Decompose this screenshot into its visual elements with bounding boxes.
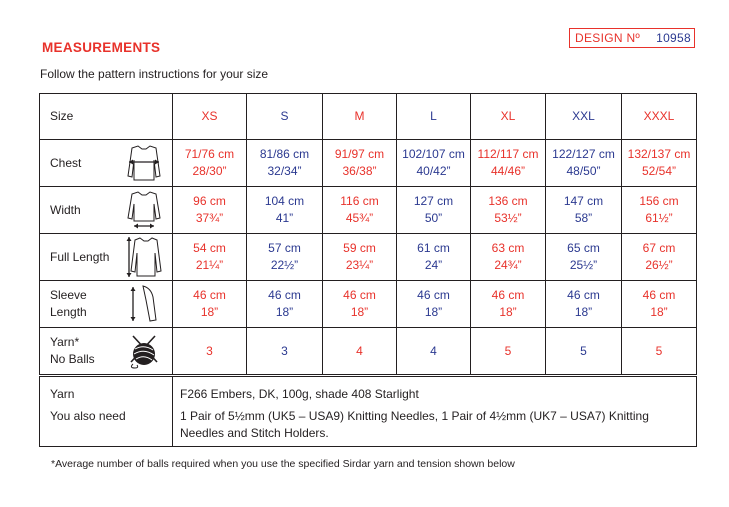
value-line: 18”	[574, 305, 593, 319]
value-line: 21¼”	[195, 258, 224, 272]
value-line: 46 cm	[642, 288, 676, 302]
value-line: 156 cm	[639, 194, 679, 208]
value-line: 54 cm	[193, 241, 226, 255]
measurement-value	[546, 328, 622, 375]
measurement-value	[471, 140, 546, 187]
value-line: 48/50”	[566, 164, 601, 178]
measurement-value	[546, 140, 622, 187]
size-heading-xxl: XXL	[546, 94, 622, 140]
value-line: 102/107 cm	[402, 147, 465, 161]
value-line: 59 cm	[343, 241, 376, 255]
measurement-value	[471, 328, 546, 375]
row-label-line: No Balls	[50, 352, 95, 366]
measurement-value	[471, 281, 546, 328]
measurement-value	[622, 140, 697, 187]
value-line: 3	[281, 343, 288, 358]
value-line: 18”	[499, 305, 517, 319]
value-line: 32/34”	[267, 164, 302, 178]
value-line: 46 cm	[268, 288, 301, 302]
length-garment-icon	[117, 234, 173, 281]
value-line: 18”	[275, 305, 294, 319]
measurement-value	[173, 140, 247, 187]
value-line: 52/54”	[641, 164, 677, 178]
measurement-value	[546, 281, 622, 328]
measurement-value	[471, 187, 546, 234]
value-line: 24¾”	[494, 258, 522, 272]
value-line: 53½”	[494, 211, 522, 225]
value-line: 5	[655, 343, 663, 358]
row-label-line: Full Length	[50, 249, 110, 264]
value-line: 91/97 cm	[334, 147, 385, 161]
row-label-line: Chest	[50, 155, 82, 170]
value-line: 50”	[424, 211, 443, 225]
row-label	[40, 234, 117, 281]
value-line: 25½”	[569, 258, 598, 272]
also-need-label: You also need	[50, 409, 126, 423]
design-label: DESIGN Nº	[575, 31, 641, 45]
value-line: 46 cm	[193, 288, 226, 302]
size-heading-xl: XL	[471, 94, 546, 140]
value-line: 67 cm	[642, 241, 676, 255]
value-line: 4	[356, 343, 363, 358]
row-label	[40, 328, 117, 375]
value-line: 37¾”	[195, 211, 224, 225]
value-line: 3	[206, 343, 213, 358]
value-line: 45¾”	[345, 211, 374, 225]
value-line: 136 cm	[488, 194, 528, 208]
value-line: 71/76 cm	[184, 147, 235, 161]
measurement-row	[40, 281, 697, 328]
value-line: 116 cm	[340, 194, 379, 208]
value-line: 104 cm	[264, 194, 305, 208]
measurement-value	[323, 234, 397, 281]
value-line: 18”	[650, 305, 668, 319]
row-label-line: Sleeve	[50, 288, 87, 302]
row-label	[40, 187, 117, 234]
value-line: 46 cm	[343, 288, 376, 302]
value-line: 58”	[574, 211, 593, 225]
measurement-value	[622, 328, 697, 375]
yarn-spec: F266 Embers, DK, 100g, shade 408 Starlight	[180, 387, 419, 401]
value-line: 18”	[200, 305, 219, 319]
measurement-value	[247, 140, 323, 187]
value-line: 23¼”	[345, 258, 374, 272]
value-line: 5	[580, 343, 587, 358]
width-garment-icon	[117, 187, 173, 234]
design-number: 10958	[656, 31, 691, 45]
value-line: 46 cm	[567, 288, 600, 302]
value-line: 28/30”	[192, 164, 227, 178]
measurement-value	[247, 234, 323, 281]
measurement-value	[622, 234, 697, 281]
value-line: 18”	[350, 305, 369, 319]
value-line: 112/117 cm	[477, 147, 539, 161]
measurement-value	[397, 281, 471, 328]
size-heading-xs: XS	[173, 94, 247, 140]
measurements-table	[39, 93, 697, 375]
value-line: 65 cm	[567, 241, 600, 255]
size-header-row	[40, 94, 697, 140]
size-label: Size	[40, 94, 173, 140]
value-line: 41”	[275, 211, 294, 225]
page-title: MEASUREMENTS	[42, 40, 161, 55]
row-label-line: Width	[50, 202, 81, 217]
size-heading-m: M	[323, 94, 397, 140]
measurement-value	[323, 281, 397, 328]
measurement-value	[173, 234, 247, 281]
chest-garment-icon	[117, 140, 173, 187]
value-line: 122/127 cm	[552, 147, 615, 161]
value-line: 46 cm	[417, 288, 450, 302]
sleeve-garment-icon	[117, 281, 173, 328]
measurement-row	[40, 234, 697, 281]
measurement-value	[247, 328, 323, 375]
also-need-text: 1 Pair of 5½mm (UK5 – USA9) Knitting Needles, 1 Pair of 4½mm (UK7 – USA7) Knitting Needles and Stitch Holders.	[180, 409, 649, 440]
size-heading-l: L	[397, 94, 471, 140]
measurement-row	[40, 187, 697, 234]
measurement-value	[397, 328, 471, 375]
value-line: 5	[504, 343, 512, 358]
value-line: 36/38”	[342, 164, 377, 178]
value-line: 26½”	[645, 258, 673, 272]
measurement-value	[173, 187, 247, 234]
measurement-value	[173, 281, 247, 328]
value-line: 61½”	[645, 211, 673, 225]
measurement-value	[397, 187, 471, 234]
measurement-value	[173, 328, 247, 375]
value-line: 24”	[424, 258, 443, 272]
measurement-value	[247, 281, 323, 328]
measurement-value	[247, 187, 323, 234]
row-label	[40, 140, 117, 187]
design-number-box	[569, 28, 695, 48]
value-line: 127 cm	[413, 194, 454, 208]
value-line: 40/42”	[416, 164, 451, 178]
measurement-value	[323, 140, 397, 187]
value-line: 61 cm	[417, 241, 450, 255]
size-heading-xxxl: XXXL	[622, 94, 697, 140]
value-line: 63 cm	[491, 241, 525, 255]
row-label-line: Length	[50, 305, 87, 319]
measurement-value	[471, 234, 546, 281]
intro-text: Follow the pattern instructions for your size	[40, 67, 269, 81]
footnote: *Average number of balls required when you use the specified Sirdar yarn and tension shown below	[51, 458, 515, 470]
value-line: 4	[430, 343, 437, 358]
yarn-ball-icon	[117, 328, 173, 375]
measurement-value	[397, 140, 471, 187]
value-line: 147 cm	[563, 194, 604, 208]
value-line: 81/86 cm	[259, 147, 310, 161]
measurement-value	[546, 187, 622, 234]
value-line: 57 cm	[268, 241, 301, 255]
measurement-value	[622, 281, 697, 328]
value-line: 44/46”	[490, 164, 526, 178]
yarn-details-cell	[173, 377, 697, 447]
measurement-value	[323, 187, 397, 234]
measurement-row	[40, 328, 697, 375]
measurement-row	[40, 140, 697, 187]
yarn-label: Yarn	[50, 387, 75, 401]
value-line: 132/137 cm	[627, 147, 691, 161]
size-heading-s: S	[247, 94, 323, 140]
measurement-value	[397, 234, 471, 281]
yarn-labels-cell	[40, 377, 173, 447]
value-line: 18”	[424, 305, 443, 319]
measurement-value	[323, 328, 397, 375]
row-label	[40, 281, 117, 328]
yarn-table	[39, 376, 697, 447]
row-label-line: Yarn*	[50, 335, 80, 349]
value-line: 46 cm	[491, 288, 525, 302]
value-line: 22½”	[270, 258, 299, 272]
measurement-value	[622, 187, 697, 234]
measurement-value	[546, 234, 622, 281]
value-line: 96 cm	[193, 194, 226, 208]
